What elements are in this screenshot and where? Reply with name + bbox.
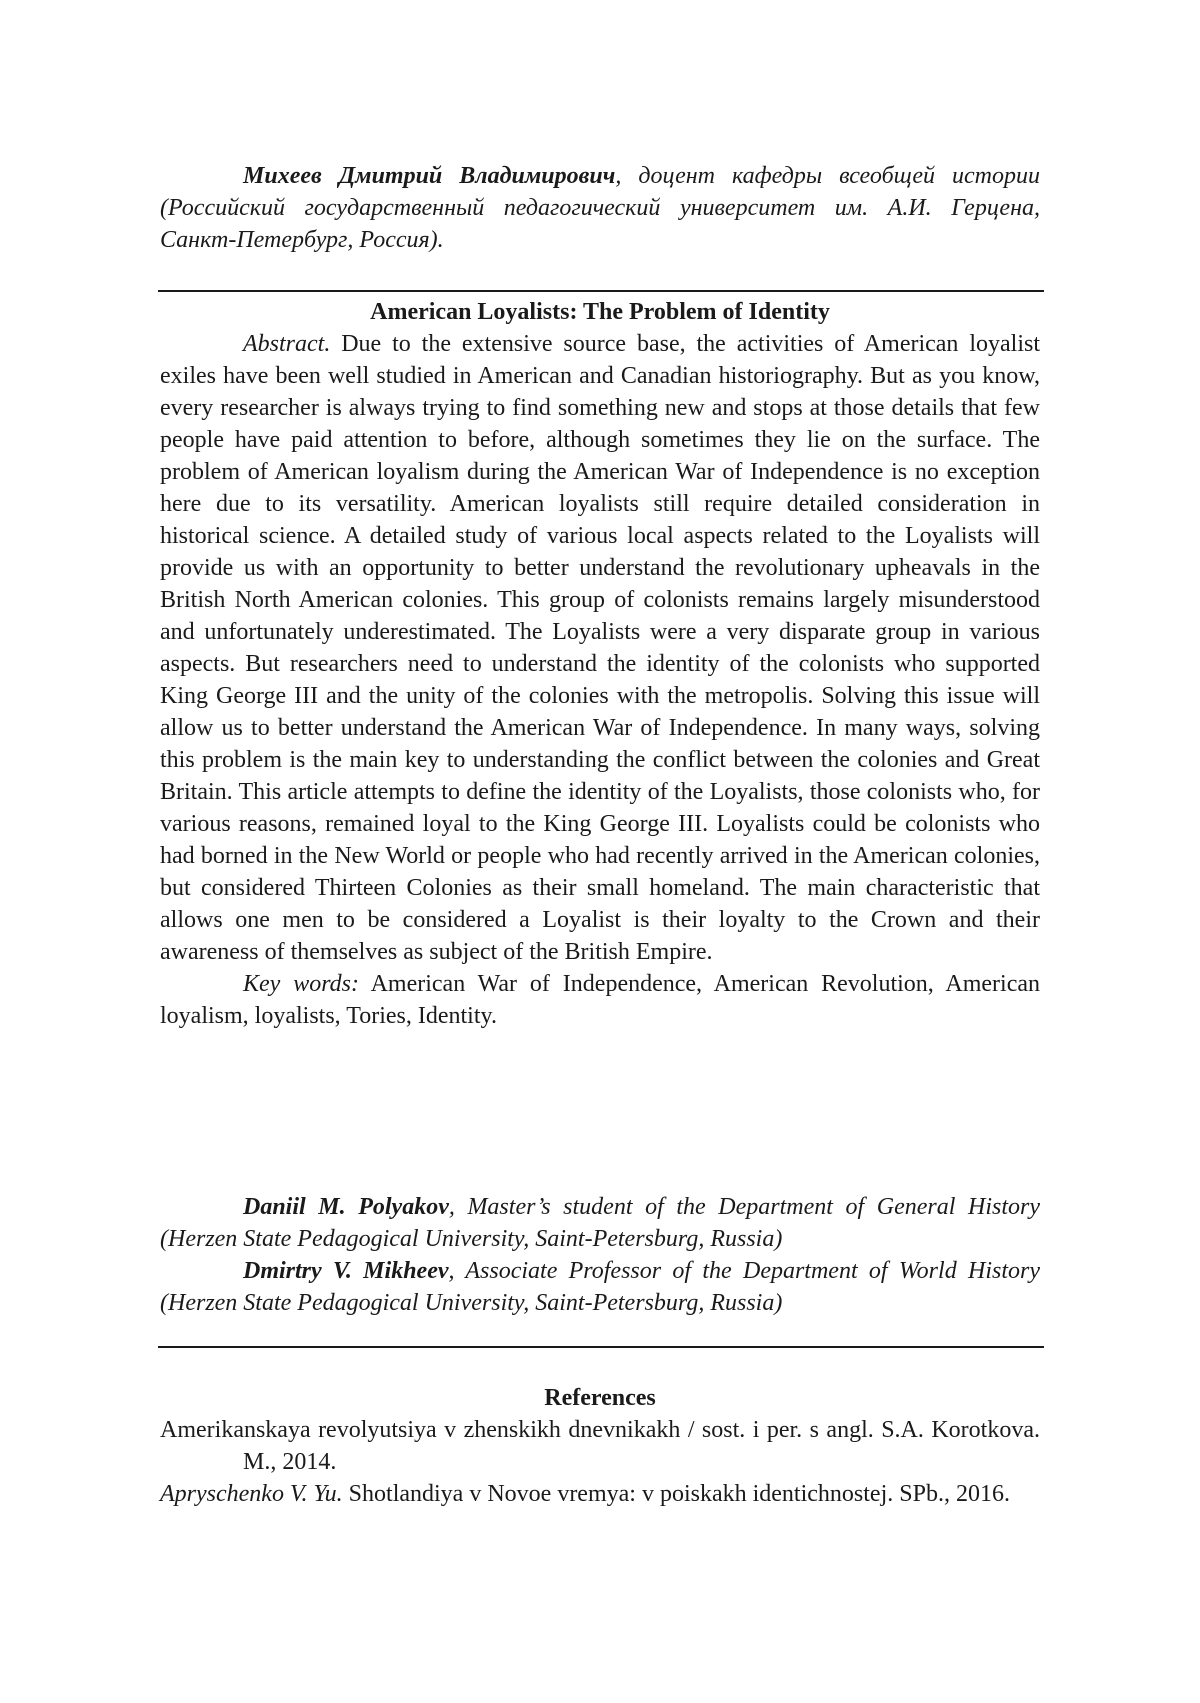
reference-item <box>160 1414 1040 1478</box>
keywords-paragraph <box>160 968 1040 1032</box>
divider-top <box>158 290 1044 292</box>
reference-item <box>160 1478 1040 1510</box>
ru-author-details: , доцент кафедры всеобщей истории (Российский государственный педагогический университет им. А.И. Герцена, Санкт-Петербург, Россия). <box>160 163 1041 253</box>
reference-author: Apryschenko V. Yu. <box>160 1481 343 1507</box>
reference-text: Shotlandiya v Novoe vremya: v poiskakh identichnostej. SPb., 2016. <box>342 1481 1010 1507</box>
abstract-label: Abstract. <box>243 331 331 357</box>
ru-author-paragraph <box>160 160 1040 256</box>
authors-section <box>160 1191 1040 1319</box>
keywords-text: American War of Independence, American Revolution, American loyalism, loyalists, Tories, Identity. <box>160 971 1040 1029</box>
article-title: American Loyalists: The Problem of Identity <box>370 299 830 325</box>
author-name: Dmirtry V. Mikheev <box>243 1258 449 1284</box>
abstract-text: Due to the extensive source base, the activities of American loyalist exiles have been well studied in American and Canadian historiography. But as you know, every researcher is always trying to find something new and stops at those details that few people have paid attention to before, although sometimes they lie on the surface. The problem of American loyalism during the American War of Independence is no exception here due to its versatility. American loyalists still require detailed consideration in historical science. A detailed study of various local aspects related to the Loyalists will provide us with an opportunity to better understand the revolutionary upheavals in the British North American colonies. This group of colonists remains largely misunderstood and unfortunately underestimated. The Loyalists were a very disparate group in various aspects. But researchers need to understand the identity of the colonists who supported King George III and the unity of the colonies with the metropolis. Solving this issue will allow us to better understand the American War of Independence. In many ways, solving this problem is the main key to understanding the conflict between the colonies and Great Britain. This article attempts to define the identity of the Loyalists, those colonists who, for various reasons, remained loyal to the King George III. Loyalists could be colonists who had borned in the New World or people who had recently arrived in the American colonies, but considered Thirteen Colonies as their small homeland. The main characteristic that allows one men to be considered a Loyalist is their loyalty to the Crown and their awareness of themselves as subject of the British Empire. <box>160 331 1040 965</box>
references-heading: References <box>544 1385 656 1411</box>
references-section <box>160 1382 1040 1510</box>
author-paragraph <box>160 1255 1040 1319</box>
author-paragraph <box>160 1191 1040 1255</box>
reference-text: Amerikanskaya revolyutsiya v zhenskikh dnevnikakh / sost. i per. s angl. S.A. Korotkova. M., 2014. <box>160 1417 1040 1475</box>
author-details: , Master’s student of the Department of General History (Herzen State Pedagogical University, Saint-Petersburg, Russia) <box>160 1194 1040 1252</box>
keywords-label: Key words: <box>243 971 359 997</box>
abstract-paragraph <box>160 328 1040 968</box>
document-page <box>160 160 1040 256</box>
article-section <box>160 296 1040 1032</box>
author-details: , Associate Professor of the Department of World History (Herzen State Pedagogical University, Saint-Petersburg, Russia) <box>160 1258 1040 1316</box>
author-name: Daniil M. Polyakov <box>243 1194 449 1220</box>
divider-bottom <box>158 1346 1044 1348</box>
ru-author-name: Михеев Дмитрий Владимирович <box>243 163 616 189</box>
